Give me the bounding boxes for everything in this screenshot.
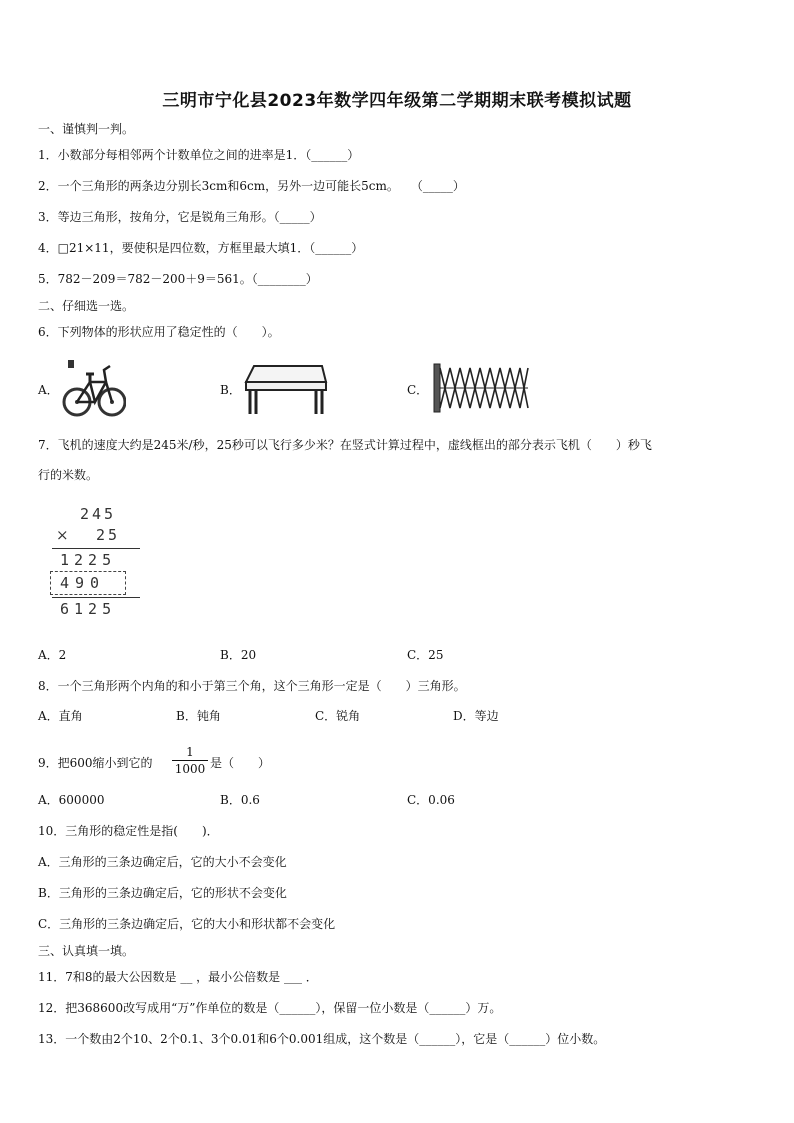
question-2: 2．一个三角形的两条边分别长3cm和6cm，另外一边可能长5cm。 （_____） [38,179,465,193]
calc-row-4: 490 [60,574,106,592]
q7-option-a: A．2 [38,648,67,662]
q9-option-a: A．600000 [38,793,105,807]
page-title: 三明市宁化县2023年数学四年级第二学期期末联考模拟试题 [162,91,632,111]
section-heading-3: 三、认真填一填。 [38,944,135,958]
q10-option-b: B．三角形的三条边确定后，它的形状不会变化 [38,886,287,900]
question-7-line-1: 7．飞机的速度大约是245米/秒，25秒可以飞行多少米？在竖式计算过程中，虚线框出的部分表示飞机（ ）秒飞 [38,438,652,452]
q8-option-c: C．锐角 [315,709,361,723]
calc-row-5: 6125 [60,600,117,618]
fraction-denominator: 1000 [174,762,206,776]
q10-option-a: A．三角形的三条边确定后，它的大小不会变化 [38,855,287,869]
bicycle-image [62,356,126,420]
question-4: 4．□21×11，要使积是四位数，方框里最大填1．（______） [38,241,364,255]
question-8: 8．一个三角形两个内角的和小于第三个角，这个三角形一定是（ ）三角形。 [38,679,466,693]
calc-rule-2 [52,597,140,598]
section-heading-1: 一、谨慎判一判。 [38,122,135,136]
q9-option-b: B．0.6 [220,793,260,807]
q9-option-c: C．0.06 [407,793,455,807]
vertical-multiplication [48,505,148,623]
calc-times-sign: × [56,526,69,544]
question-9-prefix: 9．把600缩小到它的 [38,756,153,770]
question-5: 5．782－209＝782－200＋9＝561。（________） [38,272,318,286]
q6-option-a: A． [38,383,59,397]
calc-row-1: 245 [80,505,117,523]
q8-option-b: B．钝角 [176,709,221,723]
q8-option-a: A．直角 [38,709,83,723]
question-6: 6．下列物体的形状应用了稳定性的（ ）。 [38,325,280,339]
q8-option-d: D．等边 [453,709,499,723]
q6-option-b: B． [220,383,241,397]
question-9-suffix: 是（ ） [210,756,271,770]
question-3: 3．等边三角形，按角分，它是锐角三角形。（_____） [38,210,322,224]
q7-option-c: C．25 [407,648,444,662]
question-13: 13．一个数由2个10、2个0.1、3个0.01和6个0.001组成，这个数是（______），它是（______）位小数。 [38,1032,606,1046]
q6-option-c: C． [407,383,429,397]
question-11: 11．7和8的最大公因数是 __ ，最小公倍数是 ___ ． [38,970,318,984]
table-image [242,362,328,416]
question-7-line-2: 行的米数。 [38,468,99,482]
calc-row-3: 1225 [60,551,117,569]
fraction-one-thousandth [172,744,208,777]
fraction-numerator: 1 [172,744,208,761]
q10-option-c: C．三角形的三条边确定后，它的大小和形状都不会变化 [38,917,336,931]
question-1: 1．小数部分每相邻两个计数单位之间的进率是1．（______） [38,148,360,162]
calc-row-2: 25 [96,526,121,544]
calc-rule-1 [52,548,140,549]
section-heading-2: 二、仔细选一选。 [38,299,135,313]
question-12: 12．把368600改写成用“万”作单位的数是（______），保留一位小数是（______）万。 [38,1001,502,1015]
folding-gate-image [432,362,530,414]
q7-option-b: B．20 [220,648,257,662]
question-10: 10．三角形的稳定性是指( )． [38,824,219,838]
